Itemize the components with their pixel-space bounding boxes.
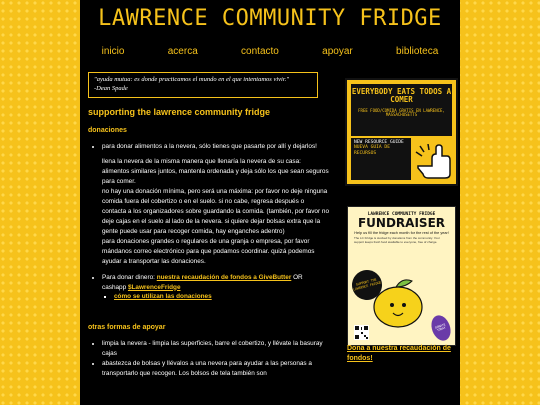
poster2-body: The LC Fridge is stocked by donations from the community. Your support keeps fresh food available to everyone, free of charge.: [354, 236, 440, 244]
qr-code-icon: [354, 325, 369, 340]
main-nav: [80, 46, 460, 62]
nav-apoyar[interactable]: apoyar: [322, 46, 353, 57]
poster1-guide-es: NUEVA GUIA DE RECURSOS: [354, 145, 390, 156]
cashapp-label: cashapp: [102, 283, 128, 291]
donate-money-label: Para donar dinero:: [102, 273, 157, 281]
resource-guide-poster[interactable]: [345, 78, 458, 186]
page-heading: supporting the lawrence community fridge: [88, 106, 271, 117]
support-badge: SUPPORT THE LAWRENCE FRIDGE: [349, 267, 386, 304]
cashapp-link[interactable]: $LawrenceFridge: [127, 283, 181, 291]
nav-contacto[interactable]: contacto: [241, 46, 279, 57]
poster1-subtext: FREE FOOD/COMIDA GRATIS EN LAWRENCE, MASSACHUSETTS: [358, 107, 445, 118]
page-container: [80, 0, 460, 405]
donaciones-item1-body: llena la nevera de la misma manera que llenaría la nevera de su casa: alimentos similares juntos, mantenla ordenada y deja sólo los que sean seguros para comer. no hay una donación mínima, pero será una máxima: por favor no deje ninguna comida fuera del cobertizo o en el suelo. si no cabe, regresa después o contacta a los organizadores sobre guardando la comida. (también, por favor no deje cajas en el suelo al lado de la nevera. si quiere dejar bolsas extra que la gente puede usar para recoger comida, hay enganches adentro) para donaciones grandes o regulares de una granja o empresa, por favor mándanos correo electrónico para que podamos coordinar. quizá podemos ayudar a transportar las donaciones.: [102, 158, 330, 265]
or-text: OR: [291, 273, 303, 281]
givebutter-link[interactable]: nuestra recaudación de fondos a GiveButter: [156, 273, 292, 281]
list-item: • limpia la nevera - limpia las superficies, barre el cobertizo, y llévate la basuray cajas: [102, 339, 330, 359]
donations-usage-link[interactable]: cómo se utilizan las donaciones: [114, 293, 212, 301]
donaciones-item1-line1: para donar alimentos a la nevera, sólo tienes que pasarte por allí y dejarlos!: [102, 142, 317, 150]
nav-acerca[interactable]: acerca: [167, 46, 198, 57]
poster2-title-big: FUNDRAISER: [357, 216, 446, 230]
list-item: • abastezca de bolsas y llévalos a una nevera para ayudar a las personas a transportarlo que recogen. Los bolsos de tela también son: [102, 359, 330, 379]
quote-text: "ayuda mutua: es donde practicamos el mundo en el que intentamos vivir.": [94, 76, 290, 83]
list-item: [102, 142, 330, 267]
donaciones-list: [88, 142, 330, 303]
quote-author: -Dean Spade: [94, 84, 128, 92]
list-item: [102, 273, 330, 303]
poster2-tagline: Help us fill the fridge each month for the rest of the year!: [354, 231, 449, 235]
fundraiser-poster[interactable]: [347, 206, 456, 346]
quote-box: [88, 72, 318, 98]
poster1-header: [351, 84, 452, 136]
pointing-hand-icon: [414, 144, 452, 180]
otras-title: otras formas de apoyar: [88, 324, 166, 332]
donate-badge: DONATE TODAY: [428, 313, 454, 344]
fundraiser-link[interactable]: Dona a nuestra recaudación de fondos!: [347, 345, 451, 362]
poster1-guide-en: NEW RESOURCE GUIDE: [354, 140, 404, 145]
poster2-title-small: LAWRENCE COMMUNITY FRIDGE: [367, 212, 436, 217]
site-title: LAWRENCE COMMUNITY FRIDGE: [98, 6, 442, 31]
otras-list: [88, 339, 330, 379]
nav-inicio[interactable]: inicio: [101, 46, 125, 57]
nav-biblioteca[interactable]: biblioteca: [396, 46, 439, 57]
nested-list: [102, 292, 330, 302]
donaciones-title: donaciones: [88, 126, 127, 134]
list-item: [114, 292, 330, 302]
poster1-guide-box: [351, 138, 411, 180]
poster1-headline: EVERYBODY EATS TODOS A COMER: [351, 87, 452, 105]
main-content: [88, 72, 330, 379]
